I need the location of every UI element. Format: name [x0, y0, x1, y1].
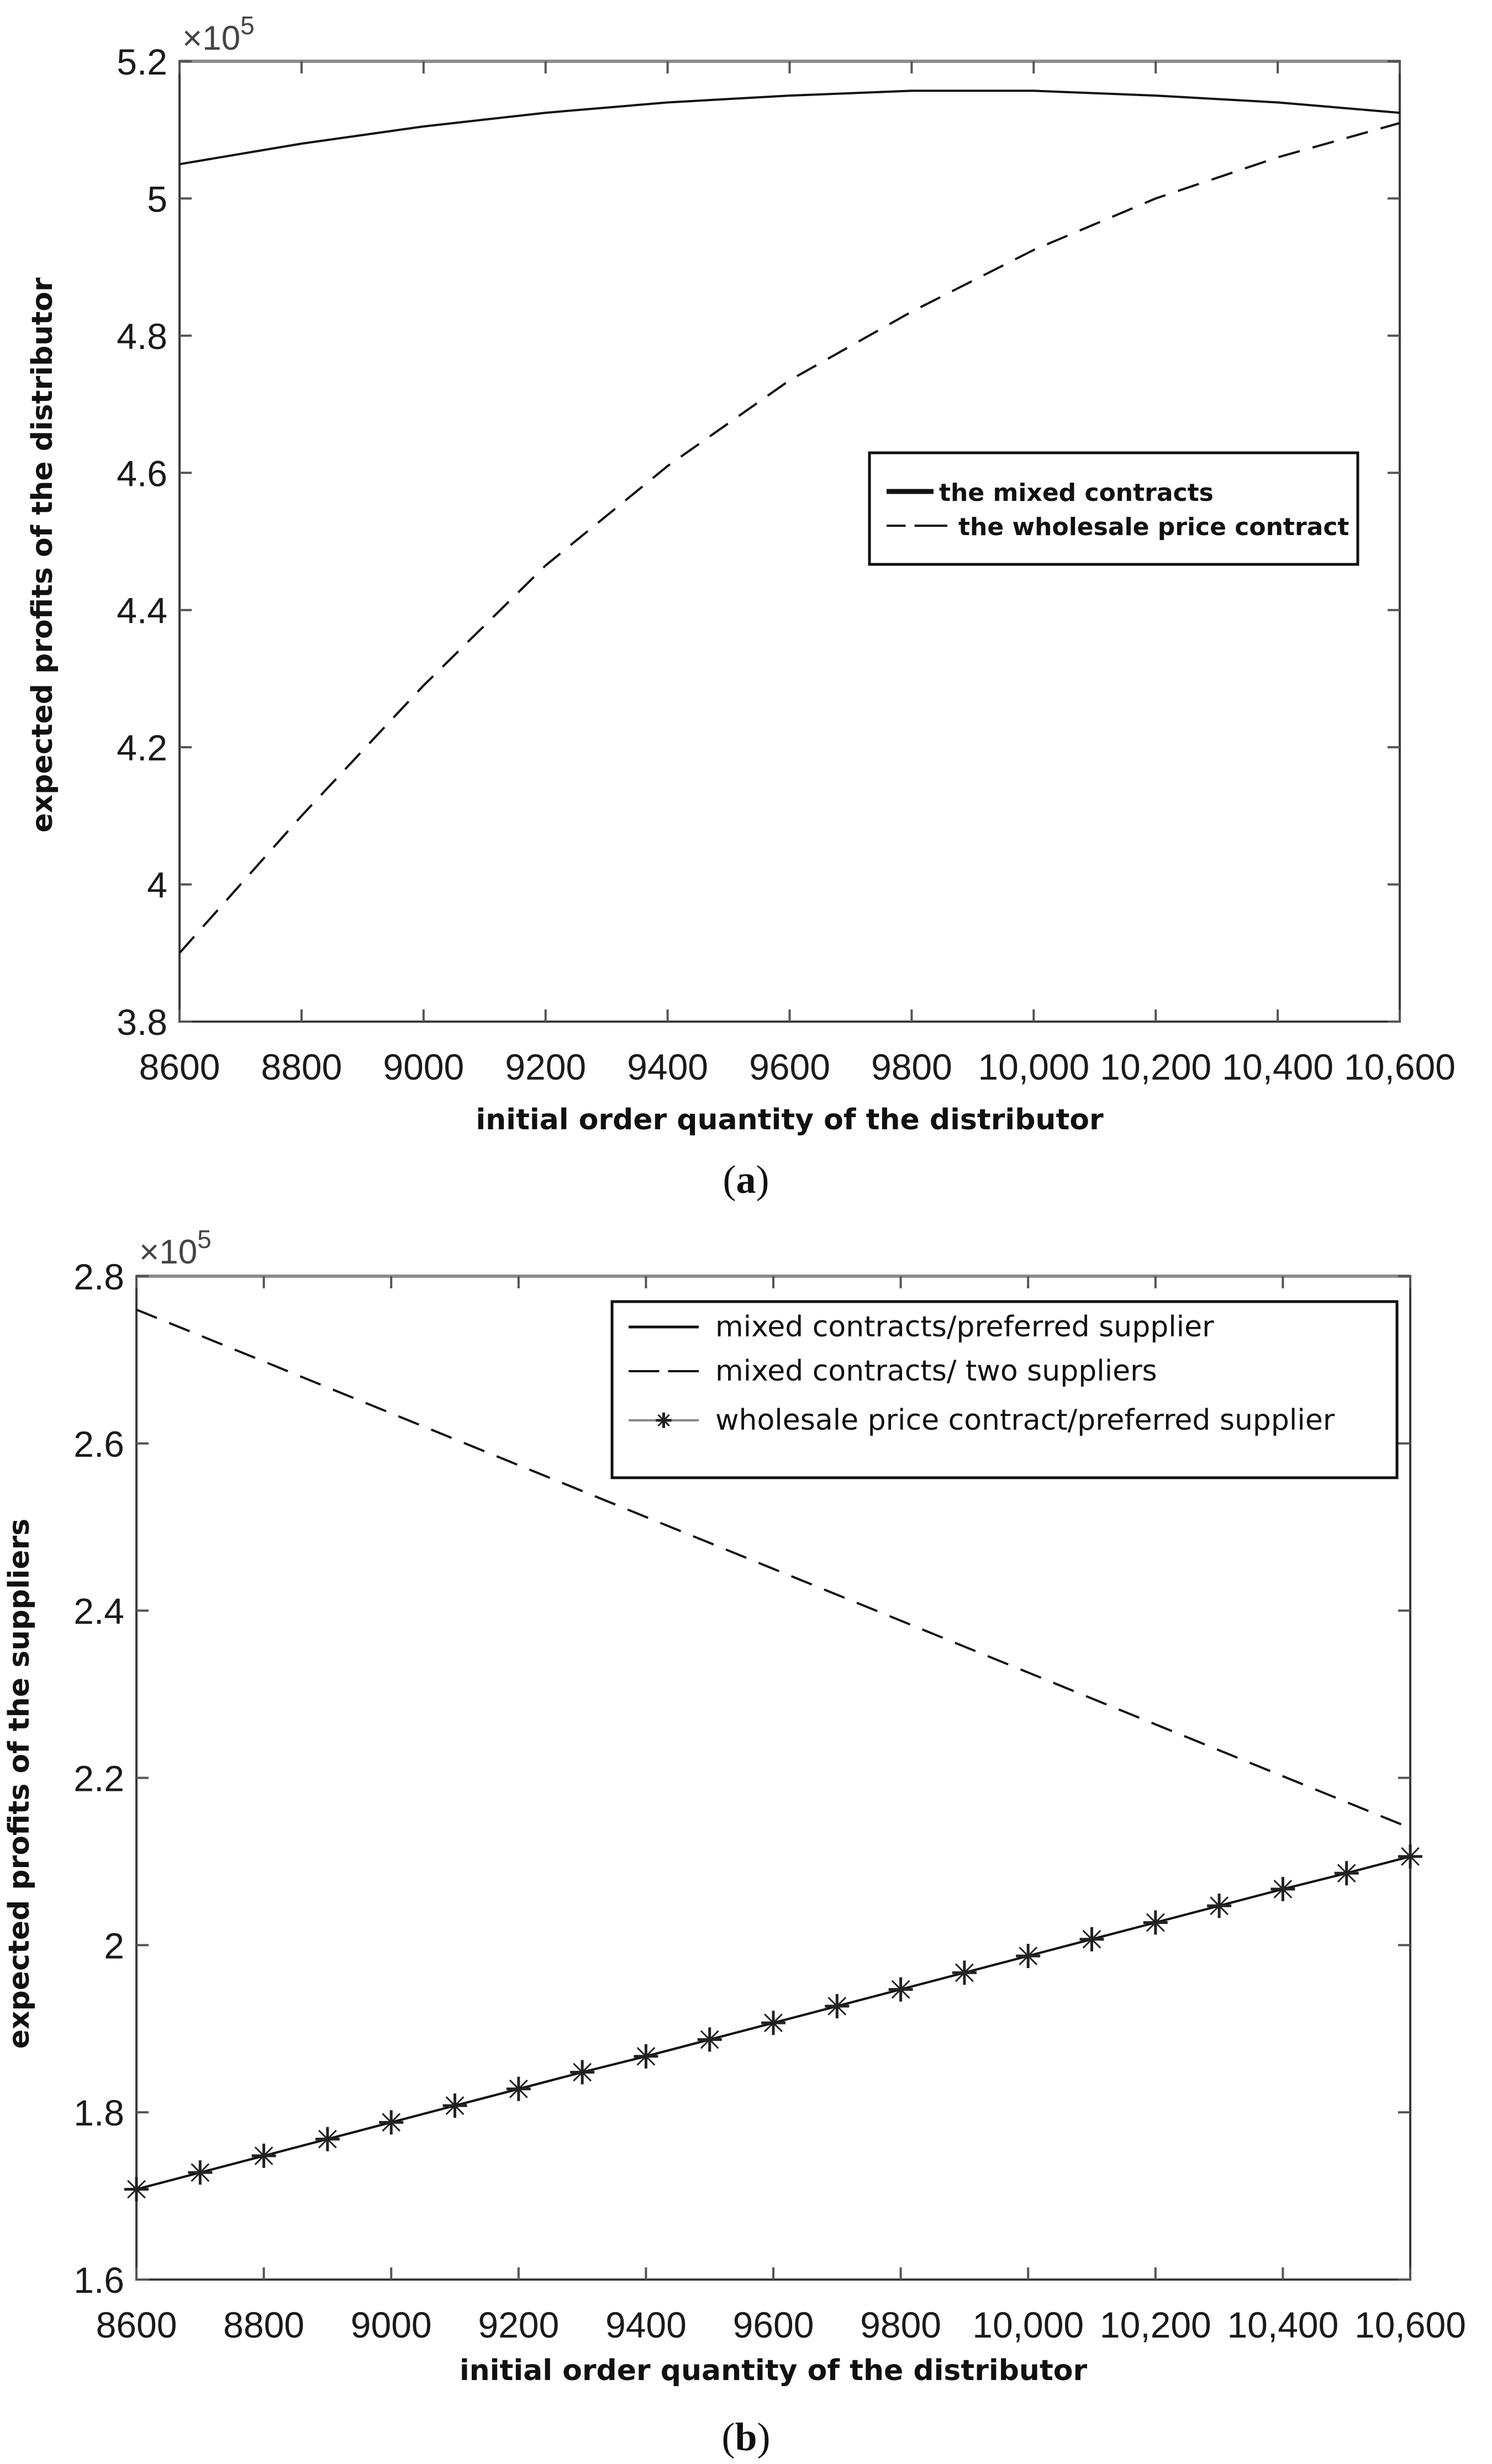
y-axis-title: expected profits of the distributor — [26, 277, 59, 833]
legend-frame — [869, 453, 1358, 564]
star-marker-icon — [1207, 1894, 1231, 1918]
y-axis-title: expected profits of the suppliers — [3, 1518, 36, 2049]
x-tick-label: 8800 — [223, 2304, 305, 2345]
star-marker-icon — [761, 2011, 785, 2035]
y-tick-label: 1.6 — [73, 2260, 124, 2301]
y-multiplier-label — [139, 1225, 212, 1271]
caption-b: (b) — [721, 2415, 771, 2459]
legend-box — [869, 453, 1358, 564]
x-tick-label: 9600 — [732, 2304, 814, 2345]
caption-a-letter: a — [736, 1157, 756, 1202]
x-axis-title: initial order quantity of the distributor — [459, 2354, 1088, 2387]
x-tick-label: 8600 — [139, 1046, 220, 1087]
star-marker-icon — [1270, 1877, 1295, 1901]
star-marker-icon — [952, 1960, 977, 1985]
star-marker-icon — [124, 2177, 149, 2201]
star-marker-icon — [379, 2110, 403, 2134]
x-tick-label: 9400 — [605, 2304, 687, 2345]
y-tick-label: 1.8 — [73, 2092, 124, 2134]
star-marker-icon — [315, 2127, 340, 2151]
multiplier-base: ×10 — [182, 19, 241, 57]
x-tick-label: 8600 — [96, 2304, 177, 2345]
panel-a — [0, 0, 1492, 1215]
chart-b-canvas — [0, 1215, 1492, 2464]
y-tick-label: 3.8 — [117, 1002, 167, 1043]
multiplier-exponent: 5 — [240, 11, 255, 40]
y-tick-label: 2.2 — [73, 1758, 124, 1799]
y-tick-label: 4.8 — [117, 315, 167, 357]
star-marker-icon — [889, 1977, 913, 2002]
x-tick-label: 10,600 — [1354, 2304, 1466, 2345]
x-tick-label: 9800 — [871, 1046, 952, 1087]
x-tick-label: 9000 — [383, 1046, 465, 1087]
y-tick-label: 2.4 — [73, 1590, 124, 1632]
x-tick-label: 8800 — [261, 1046, 342, 1087]
x-tick-label: 9000 — [350, 2304, 432, 2345]
x-tick-label: 10,200 — [1100, 1046, 1212, 1087]
y-tick-label: 4.2 — [117, 727, 167, 769]
star-marker-icon — [1398, 1844, 1422, 1869]
star-marker-icon — [1080, 1927, 1104, 1952]
x-tick-label: 9600 — [749, 1046, 830, 1087]
x-axis-title: initial order quantity of the distributor — [476, 1103, 1104, 1136]
star-marker-icon — [698, 2027, 722, 2051]
star-marker-icon — [1143, 1910, 1168, 1934]
caption-a: (a) — [723, 1157, 769, 1202]
legend-label: mixed contracts/ two suppliers — [715, 1355, 1157, 1388]
y-tick-label: 2 — [104, 1925, 124, 1966]
star-marker-icon — [656, 1413, 672, 1428]
star-marker-icon — [1016, 1944, 1040, 1968]
x-tick-label: 10,000 — [978, 1046, 1090, 1087]
caption-b-letter: b — [735, 2415, 757, 2459]
multiplier-exponent: 5 — [197, 1225, 212, 1254]
x-tick-label: 10,200 — [1099, 2304, 1211, 2345]
y-tick-label: 2.8 — [73, 1256, 124, 1297]
legend-label: the wholesale price contract — [958, 513, 1349, 541]
x-tick-label: 9800 — [860, 2304, 942, 2345]
star-marker-icon — [570, 2060, 594, 2084]
star-marker-icon — [825, 1994, 849, 2018]
y-tick-label: 2.6 — [73, 1423, 124, 1464]
y-tick-label: 4 — [147, 864, 167, 906]
legend-box — [612, 1302, 1397, 1478]
star-marker-icon — [252, 2144, 276, 2168]
panel-b — [0, 1215, 1492, 2464]
y-tick-label: 4.4 — [117, 590, 167, 631]
star-marker-icon — [188, 2160, 212, 2185]
chart-a-canvas — [0, 0, 1492, 1215]
x-tick-label: 10,000 — [972, 2304, 1084, 2345]
legend-label: mixed contracts/preferred supplier — [715, 1310, 1214, 1344]
y-tick-label: 4.6 — [117, 453, 167, 494]
star-marker-icon — [443, 2093, 467, 2118]
legend-label: the mixed contracts — [939, 479, 1214, 507]
x-tick-label: 9200 — [478, 2304, 560, 2345]
y-tick-label: 5 — [147, 178, 167, 220]
y-multiplier-label — [182, 11, 255, 57]
x-tick-label: 9200 — [505, 1046, 587, 1087]
star-marker-icon — [634, 2044, 658, 2069]
x-tick-label: 9400 — [627, 1046, 709, 1087]
star-marker-icon — [1335, 1861, 1359, 1885]
x-tick-label: 10,600 — [1344, 1046, 1456, 1087]
x-tick-label: 10,400 — [1227, 2304, 1339, 2345]
y-tick-label: 5.2 — [117, 41, 167, 82]
x-tick-label: 10,400 — [1222, 1046, 1334, 1087]
star-marker-icon — [507, 2077, 531, 2101]
legend-label: wholesale price contract/preferred supplier — [715, 1404, 1335, 1437]
multiplier-base: ×10 — [139, 1233, 198, 1271]
